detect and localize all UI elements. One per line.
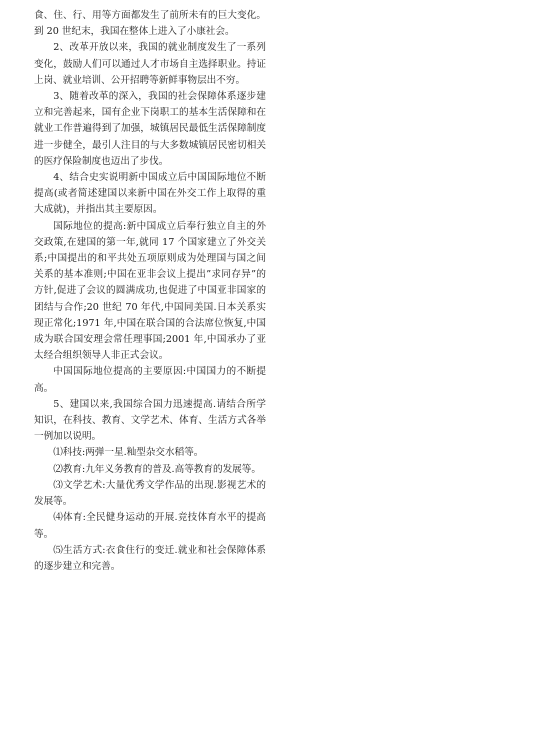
document-page xyxy=(34,8,266,575)
paragraph-item-5-arts: ⑶文学艺术:大量优秀文学作品的出现.影视艺术的发展等。 xyxy=(34,479,266,508)
paragraph-item-2: 2、改革开放以来，我国的就业制度发生了一系列变化，鼓励人们可以通过人才市场自主选择职业。持证上岗、就业培训、公开招聘等新鲜事物层出不穷。 xyxy=(34,42,266,86)
paragraph-item-5-education: ⑵教育:九年义务教育的普及.高等教育的发展等。 xyxy=(53,463,261,475)
paragraph-item-5-lifestyle: ⑸生活方式:衣食住行的变迁.就业和社会保障体系的逐步建立和完善。 xyxy=(34,544,266,572)
paragraph-item-4-question: 4、结合史实说明新中国成立后中国国际地位不断提高(或者简述建国以来新中国在外交工作上取得的重大成就)，并指出其主要原因。 xyxy=(34,172,266,216)
paragraph-item-5-question: 5、建国以来,我国综合国力迅速提高.请结合所学知识，在科技、教育、文学艺术、体育、生活方式各举一例加以说明。 xyxy=(34,398,266,443)
paragraph-item-5-sports: ⑷体育:全民健身运动的开展.竞技体育水平的提高等。 xyxy=(34,512,266,540)
paragraph-item-5-science: ⑴科技:两弹一星.籼型杂交水稻等。 xyxy=(53,447,204,459)
paragraph-item-4-answer: 国际地位的提高:新中国成立后奉行独立自主的外交政策,在建国的第一年,就同 17 个国家建立了外交关系;中国提出的和平共处五项原则成为处理国与国之间关系的基本准则;中国在亚非会议上提出”求同存异”的方针,促进了会议的圆满成功,也促进了中国亚非国家的团结与合作;20 世纪 70 年代,中国同美国.日本关系实现正常化;1971 年,中国在联合国的合法席位恢复,中国成为联合国安理会常任理事国;2001 年,中国承办了亚太经合组织领导人非正式会议。 xyxy=(34,220,266,362)
paragraph-item-4-reason: 中国国际地位提高的主要原因:中国国力的不断提高。 xyxy=(34,366,266,394)
paragraph-item-3: 3、随着改革的深入，我国的社会保障体系逐步建立和完善起来，国有企业下岗职工的基本生活保障和在就业工作普遍得到了加强，城镇居民最低生活保障制度进一步健全，最引人注目的与大多数城镇居民密切相关的医疗保险制度也迈出了步伐。 xyxy=(34,91,266,167)
paragraph-continuation: 食、住、行、用等方面都发生了前所未有的巨大变化。到 20 世纪末，我国在整体上进入了小康社会。 xyxy=(34,10,266,38)
